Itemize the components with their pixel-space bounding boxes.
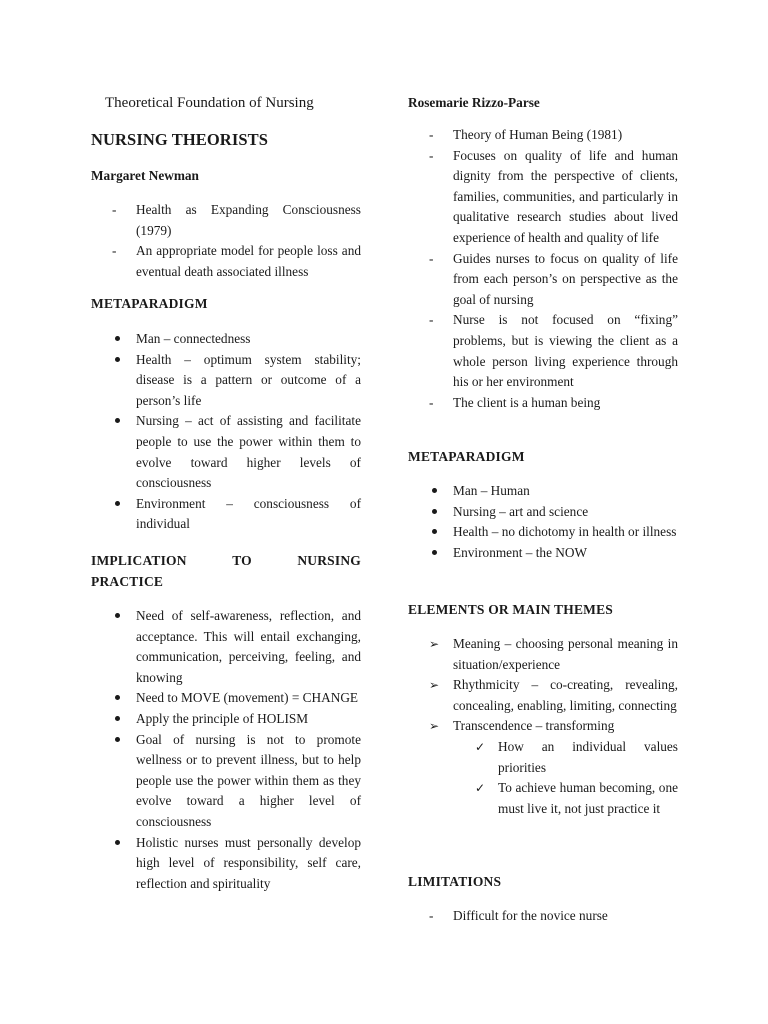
limitations-list — [408, 906, 678, 927]
bullet-icon — [115, 840, 120, 845]
bullet-icon — [115, 501, 120, 506]
newman-metaparadigm-list — [91, 329, 361, 535]
check-icon: ✓ — [475, 781, 486, 796]
dash-marker: - — [112, 202, 117, 217]
newman-theory-list — [91, 200, 361, 282]
dash-marker: - — [429, 147, 434, 163]
list-item: Environment – the NOW — [408, 543, 678, 564]
list-item: - The client is a human being — [408, 393, 678, 414]
list-item: Health – no dichotomy in health or illness — [408, 522, 678, 543]
themes-list — [408, 634, 678, 819]
arrow-icon: ➢ — [429, 719, 440, 734]
dash-marker: - — [429, 394, 434, 410]
document-title: Theoretical Foundation of Nursing — [105, 95, 314, 111]
bullet-icon — [115, 737, 120, 742]
bullet-icon — [115, 695, 120, 700]
limitations-heading: LIMITATIONS — [408, 874, 502, 889]
bullet-icon — [432, 529, 437, 534]
list-item: ➢ Meaning – choosing personal meaning in situation/experience — [429, 636, 678, 672]
parse-metaparadigm-list — [408, 481, 678, 563]
list-item: - Health as Expanding Consciousness (1979) — [112, 202, 361, 238]
dash-marker: - — [112, 243, 117, 259]
list-item: - An appropriate model for people loss and eventual death associated illness — [112, 243, 361, 279]
bullet-icon — [115, 357, 120, 362]
list-item: Environment – consciousness of individual — [91, 494, 361, 535]
main-heading: NURSING THEORISTS — [91, 130, 268, 149]
list-item: Holistic nurses must personally develop high level of responsibility, self care, reflection and spirituality — [91, 833, 361, 895]
list-item: Need of self-awareness, reflection, and acceptance. This will entail exchanging, communication, perceiving, feeling, and knowing — [91, 606, 361, 688]
list-item: - Focuses on quality of life and human dignity from the perspective of clients, families, communities, and particularly in qualitative research studies about lived experience of health and quality of life — [429, 147, 678, 245]
themes-heading: ELEMENTS OR MAIN THEMES — [408, 602, 614, 617]
dash-marker: - — [429, 127, 434, 142]
bullet-icon — [115, 336, 120, 341]
parse-metaparadigm-heading: METAPARADIGM — [408, 449, 525, 464]
bullet-icon — [115, 716, 120, 721]
list-item: Apply the principle of HOLISM — [91, 709, 361, 730]
list-item: ✓ How an individual values priorities — [475, 738, 678, 775]
list-item: Goal of nursing is not to promote wellness or to prevent illness, but to help people use the power within them as they evolve toward a higher level of consciousness — [91, 730, 361, 833]
list-item: Health – optimum system stability; disease is a pattern or outcome of a person’s life — [91, 350, 361, 412]
theorist-name-parse: Rosemarie Rizzo-Parse — [408, 95, 540, 110]
list-item: ➢ Transcendence – transforming ✓ How an individual values priorities ✓ To achieve human becoming, one must live it, not just practice it — [408, 716, 678, 819]
implication-list — [91, 606, 361, 894]
list-item: ➢ Rhythmicity – co-creating, revealing, concealing, enabling, limiting, connecting — [429, 677, 678, 713]
list-item: Nursing – act of assisting and facilitate people to use the power within them to evolve toward higher levels of consciousness — [91, 411, 361, 493]
bullet-icon — [432, 488, 437, 493]
bullet-icon — [115, 613, 120, 618]
list-item: - Theory of Human Being (1981) — [408, 125, 678, 146]
list-item: - Guides nurses to focus on quality of life from each person’s on perspective as the goal of nursing — [429, 250, 678, 307]
dash-marker: - — [429, 908, 434, 923]
implication-heading: IMPLICATION TO NURSING PRACTICE — [91, 553, 361, 589]
list-item: ✓ To achieve human becoming, one must live it, not just practice it — [475, 780, 678, 816]
list-item: Need to MOVE (movement) = CHANGE — [91, 688, 361, 709]
check-icon: ✓ — [475, 739, 486, 754]
bullet-icon — [115, 418, 120, 423]
theorist-name-newman: Margaret Newman — [91, 168, 199, 183]
bullet-icon — [432, 550, 437, 555]
list-item: Man – connectedness — [91, 329, 361, 350]
dash-marker: - — [429, 312, 434, 328]
newman-metaparadigm-heading: METAPARADIGM — [91, 296, 208, 311]
list-item: - Difficult for the novice nurse — [408, 906, 678, 927]
transcendence-sublist — [408, 737, 678, 819]
list-item: Nursing – art and science — [408, 502, 678, 523]
arrow-icon: ➢ — [429, 637, 440, 651]
list-item: Man – Human — [408, 481, 678, 502]
parse-theory-list — [408, 125, 678, 413]
dash-marker: - — [429, 250, 434, 266]
bullet-icon — [432, 509, 437, 514]
list-item: - Nurse is not focused on “fixing” problems, but is viewing the client as a whole person living experience through his or her environment — [429, 312, 678, 390]
arrow-icon: ➢ — [429, 678, 440, 693]
